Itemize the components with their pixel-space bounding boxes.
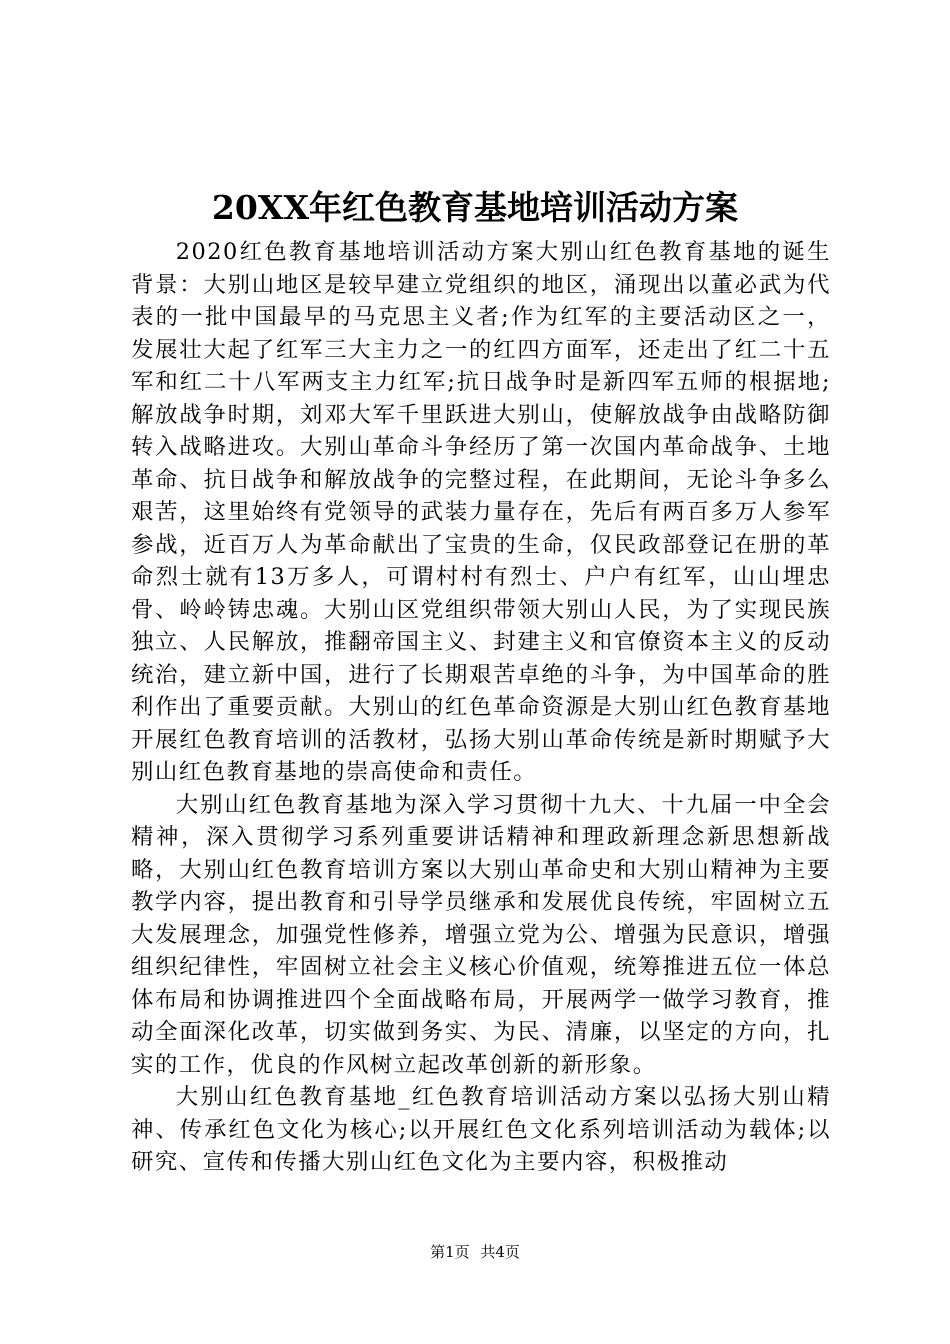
document-body (131, 236, 831, 1179)
page-footer (0, 1242, 950, 1262)
paragraph-1: 2020红色教育基地培训活动方案大别山红色教育基地的诞生背景：大别山地区是较早建立党组织的地区，涌现出以董必武为代表的一批中国最早的马克思主义者;作为红军的主要活动区之一，发展壮大起了红军三大主力之一的红四方面军，还走出了红二十五军和红二十八军两支主力红军;抗日战争时是新四军五师的根据地;解放战争时期，刘邓大军千里跃进大别山，使解放战争由战略防御转入战略进攻。大别山革命斗争经历了第一次国内革命战争、土地革命、抗日战争和解放战争的完整过程，在此期间，无论斗争多么艰苦，这里始终有党领导的武装力量存在，先后有两百多万人参军参战，近百万人为革命献出了宝贵的生命，仅民政部登记在册的革命烈士就有13万多人，可谓村村有烈士、户户有红军，山山埋忠骨、岭岭铸忠魂。大别山区党组织带领大别山人民，为了实现民族独立、人民解放，推翻帝国主义、封建主义和官僚资本主义的反动统治，建立新中国，进行了长期艰苦卓绝的斗争，为中国革命的胜利作出了重要贡献。大别山的红色革命资源是大别山红色教育基地开展红色教育培训的活教材，弘扬大别山革命传统是新时期赋予大别山红色教育基地的崇高使命和责任。 (131, 239, 831, 785)
document-title: 20XX年红色教育基地培训活动方案 (211, 188, 739, 227)
paragraph-2: 大别山红色教育基地为深入学习贯彻十九大、十九届一中全会精神，深入贯彻学习系列重要讲话精神和理政新理念新思想新战略，大别山红色教育培训方案以大别山革命史和大别山精神为主要教学内容，提出教育和引导学员继承和发展优良传统，牢固树立五大发展理念，加强党性修养，增强立党为公、增强为民意识，增强组织纪律性，牢固树立社会主义核心价值观，统筹推进五位一体总体布局和协调推进四个全面战略布局，开展两学一做学习教育，推动全面深化改革，切实做到务实、为民、清廉，以坚定的方向，扎实的工作，优良的作风树立起改革创新的新形象。 (131, 791, 831, 1078)
page-total: 共4页 (480, 1243, 520, 1261)
page-number: 第1页 (430, 1243, 470, 1261)
paragraph-3: 大别山红色教育基地_红色教育培训活动方案以弘扬大别山精神、传承红色文化为核心;以开展红色文化系列培训活动为载体;以研究、宣传和传播大别山红色文化为主要内容，积极推动 (131, 1084, 831, 1175)
